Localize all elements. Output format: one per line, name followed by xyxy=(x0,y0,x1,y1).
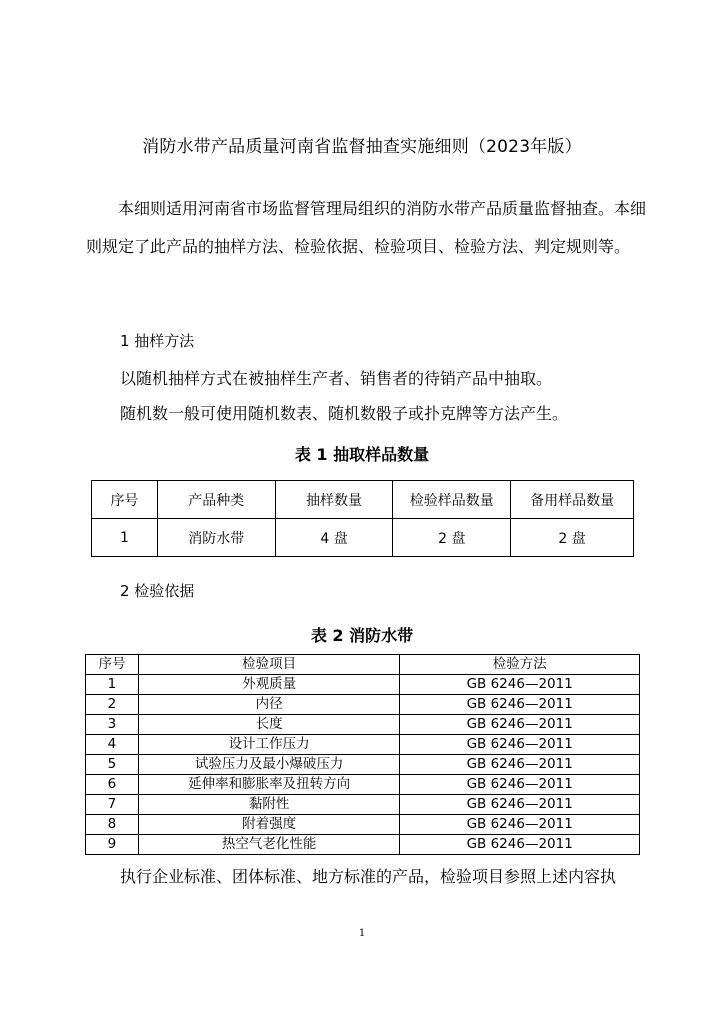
table-cell: GB 6246—2011 xyxy=(400,675,640,695)
intro-paragraph: 本细则适用河南省市场监督管理局组织的消防水带产品质量监督抽查。本细则规定了此产品的抽样方法、检验依据、检验项目、检验方法、判定规则等。 xyxy=(86,199,647,256)
table-cell: 7 xyxy=(86,795,139,815)
table-header-row xyxy=(92,481,634,519)
table-row xyxy=(86,675,640,695)
table-cell: 内径 xyxy=(138,695,399,715)
inspection-items-table xyxy=(85,654,640,855)
table-cell: 试验压力及最小爆破压力 xyxy=(138,755,399,775)
table-cell: GB 6246—2011 xyxy=(400,775,640,795)
table-cell: 3 xyxy=(86,715,139,735)
table-cell: 1 xyxy=(86,675,139,695)
table-row xyxy=(86,795,640,815)
table-cell: GB 6246—2011 xyxy=(400,755,640,775)
table-cell: 消防水带 xyxy=(157,519,275,557)
table-row xyxy=(86,775,640,795)
table-row xyxy=(86,735,640,755)
table-cell: 黏附性 xyxy=(138,795,399,815)
section-2-heading: 2 检验依据 xyxy=(120,582,195,600)
table-header-row xyxy=(86,655,640,675)
table-cell: 9 xyxy=(86,835,139,855)
header-cell: 检验项目 xyxy=(138,655,399,675)
table-row xyxy=(86,755,640,775)
table-cell: GB 6246—2011 xyxy=(400,695,640,715)
table-cell: 热空气老化性能 xyxy=(138,835,399,855)
table-cell: 4 xyxy=(86,735,139,755)
table-cell: 2 盘 xyxy=(393,519,511,557)
table-cell: 设计工作压力 xyxy=(138,735,399,755)
document-title: 消防水带产品质量河南省监督抽查实施细则（2023年版） xyxy=(142,137,582,157)
header-cell: 序号 xyxy=(86,655,139,675)
table-cell: 2 xyxy=(86,695,139,715)
header-cell: 检验样品数量 xyxy=(393,481,511,519)
header-cell: 检验方法 xyxy=(400,655,640,675)
table-cell: 1 xyxy=(92,519,158,557)
header-cell: 序号 xyxy=(92,481,158,519)
table-row xyxy=(86,815,640,835)
header-cell: 产品种类 xyxy=(157,481,275,519)
table-cell: 延伸率和膨胀率及扭转方向 xyxy=(138,775,399,795)
table-cell: 长度 xyxy=(138,715,399,735)
closing-paragraph: 执行企业标准、团体标准、地方标准的产品，检验项目参照上述内容执 xyxy=(120,867,617,886)
table-cell: 2 盘 xyxy=(511,519,634,557)
table-cell: GB 6246—2011 xyxy=(400,735,640,755)
table-row xyxy=(86,715,640,735)
page-number: 1 xyxy=(358,928,366,939)
table-cell: GB 6246—2011 xyxy=(400,835,640,855)
header-cell: 抽样数量 xyxy=(275,481,393,519)
sampling-line-1: 以随机抽样方式在被抽样生产者、销售者的待销产品中抽取。 xyxy=(120,369,553,388)
table-cell: 5 xyxy=(86,755,139,775)
table-cell: 6 xyxy=(86,775,139,795)
table-cell: 8 xyxy=(86,815,139,835)
table-row xyxy=(86,835,640,855)
table-cell: 附着强度 xyxy=(138,815,399,835)
table-1-caption: 表 1 抽取样品数量 xyxy=(294,445,430,464)
table-cell: GB 6246—2011 xyxy=(400,795,640,815)
table-cell: 外观质量 xyxy=(138,675,399,695)
sampling-line-2: 随机数一般可使用随机数表、随机数骰子或扑克牌等方法产生。 xyxy=(120,404,569,423)
table-cell: 4 盘 xyxy=(275,519,393,557)
sample-quantity-table xyxy=(91,480,634,557)
section-1-heading: 1 抽样方法 xyxy=(120,332,195,350)
header-cell: 备用样品数量 xyxy=(511,481,634,519)
table-row xyxy=(92,519,634,557)
table-2-caption: 表 2 消防水带 xyxy=(310,626,414,645)
table-cell: GB 6246—2011 xyxy=(400,715,640,735)
table-row xyxy=(86,695,640,715)
table-cell: GB 6246—2011 xyxy=(400,815,640,835)
